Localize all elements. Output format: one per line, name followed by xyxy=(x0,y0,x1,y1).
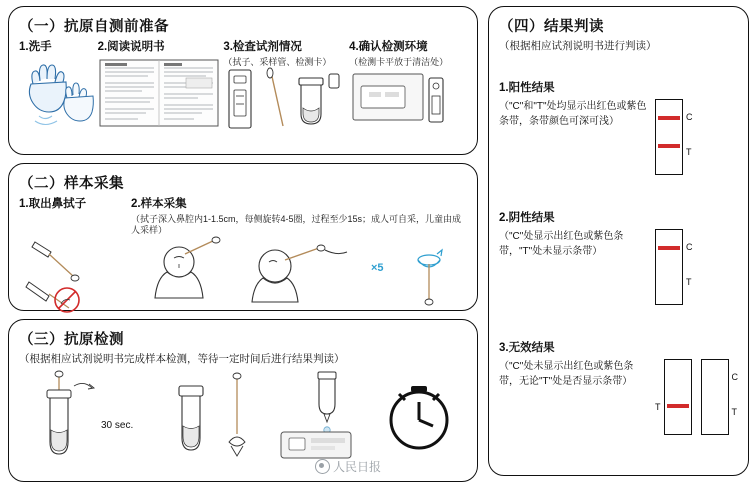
child-swab-icon xyxy=(252,245,347,302)
cassette-labels-positive xyxy=(686,99,693,173)
sampling-step-2 xyxy=(131,195,467,237)
result-invalid-title: 3.无效结果 xyxy=(499,342,555,354)
panel-sampling xyxy=(8,163,478,311)
testing-illustrations xyxy=(19,372,467,468)
timer-seconds-label: 30 sec. xyxy=(101,419,134,431)
result-negative xyxy=(499,209,738,305)
panel-results xyxy=(488,6,749,476)
tube-with-swab-icon xyxy=(47,371,94,454)
prep-step-2-label: 2.阅读说明书 xyxy=(97,41,165,53)
watermark-text: 人民日报 xyxy=(332,460,381,474)
right-column xyxy=(488,6,749,482)
label-t: T xyxy=(655,402,661,412)
panel-preparation-title: （一）抗原自测前准备 xyxy=(19,19,169,35)
sampling-step-2-label: 2.样本采集 xyxy=(131,197,187,210)
prep-step-3-label: 3.检查试剂情况 xyxy=(223,41,302,53)
watermark xyxy=(315,458,381,475)
panel-testing-title: （三）抗原检测 xyxy=(19,331,124,348)
sampling-illustrations xyxy=(19,238,467,318)
label-c: C xyxy=(731,372,738,382)
adult-swab-icon xyxy=(155,237,220,298)
panel-testing xyxy=(8,319,478,482)
label-t: T xyxy=(686,147,692,157)
panel-results-note: （根据相应试剂说明书进行判读） xyxy=(499,40,657,52)
prep-step-4 xyxy=(349,38,467,140)
preparation-steps xyxy=(19,38,467,140)
weibo-eye-icon xyxy=(315,459,330,474)
cassette-labels-invalid-1 xyxy=(655,359,661,433)
prep-step-1-label: 1.洗手 xyxy=(19,41,52,53)
cassette-window-invalid-1 xyxy=(664,359,692,435)
prep-step-4-sub: （检测卡平放于清洁处） xyxy=(349,57,449,67)
panel-preparation xyxy=(8,6,478,155)
result-positive-body: （"C"和"T"处均显示出红色或紫色条带，条带颜色可深可浅） xyxy=(499,101,647,127)
prep-step-3 xyxy=(223,38,349,140)
capped-tube-icon xyxy=(179,386,203,450)
prep-step-4-label: 4.确认检测环境 xyxy=(349,41,428,53)
sampling-step-1 xyxy=(19,195,131,237)
discard-swab-icon xyxy=(229,373,245,456)
sampling-step-2-sub: （拭子深入鼻腔内1-1.5cm，每侧旋转4-5圈，过程至少15s；成人可自采，儿童由成人采样） xyxy=(131,213,462,235)
result-invalid-body: （"C"处未显示出红色或紫色条带，无论"T"处是否显示条带） xyxy=(499,361,634,387)
cassette-window-negative xyxy=(655,229,683,305)
panel-results-title: （四）结果判读 xyxy=(499,19,604,35)
prep-step-2 xyxy=(98,38,224,140)
cassette-window-invalid-2 xyxy=(701,359,729,435)
clock-icon xyxy=(391,386,447,448)
result-negative-title: 2.阴性结果 xyxy=(499,212,555,224)
label-c: C xyxy=(686,242,693,252)
result-invalid xyxy=(499,339,738,435)
panel-sampling-title: （二）样本采集 xyxy=(19,175,124,192)
label-t: T xyxy=(731,407,737,417)
hands-washing-icon xyxy=(19,58,98,130)
label-t: T xyxy=(686,277,692,287)
clean-table-icon xyxy=(349,68,467,140)
cassette-labels-invalid-2 xyxy=(732,359,739,433)
cassette-window-positive xyxy=(655,99,683,175)
swab-package-icon xyxy=(26,242,79,312)
reagent-kit-icon xyxy=(223,68,349,140)
left-column xyxy=(8,6,478,482)
sampling-steps xyxy=(19,195,467,237)
prep-step-3-sub: （拭子、采样管、检测卡） xyxy=(223,57,332,67)
result-positive-title: 1.阳性结果 xyxy=(499,82,555,94)
result-positive xyxy=(499,79,738,175)
prep-step-1 xyxy=(19,38,98,140)
sampling-step-1-label: 1.取出鼻拭子 xyxy=(19,197,87,210)
rotation-count-label: ×5 xyxy=(371,262,384,275)
cassette-labels-negative xyxy=(686,229,693,303)
rotation-icon xyxy=(418,250,442,305)
instruction-sheet-icon xyxy=(98,58,224,130)
drip-onto-cassette-icon xyxy=(281,372,351,458)
panel-testing-note: （根据相应试剂说明书完成样本检测，等待一定时间后进行结果判读） xyxy=(19,352,345,365)
result-negative-body: （"C"处显示出红色或紫色条带，"T"处未显示条带） xyxy=(499,231,624,257)
label-c: C xyxy=(686,112,693,122)
